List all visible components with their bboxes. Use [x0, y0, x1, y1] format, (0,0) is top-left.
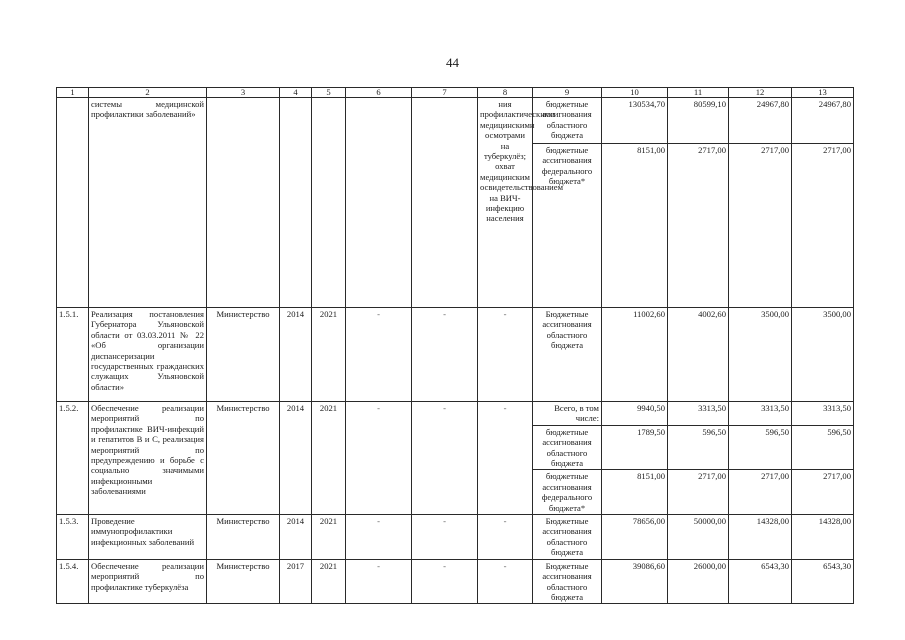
value-cell: 2717,00	[729, 470, 792, 515]
start-year-cell: 2014	[280, 515, 312, 560]
table-row	[57, 515, 854, 560]
value-cell: 24967,80	[792, 98, 854, 144]
value-cell: 3500,00	[792, 308, 854, 402]
funding-source-cell: бюджетные ассигнования федерального бюджета*	[533, 144, 602, 308]
indicator-cell: -	[478, 402, 533, 515]
value-cell: 2717,00	[668, 470, 729, 515]
column-header: 3	[207, 88, 280, 98]
column-header: 13	[792, 88, 854, 98]
column-header: 1	[57, 88, 89, 98]
col6-cell: -	[346, 515, 412, 560]
table-row	[57, 559, 854, 604]
row-number-cell: 1.5.4.	[57, 559, 89, 604]
value-cell: 24967,80	[729, 98, 792, 144]
row-number-cell	[57, 98, 89, 308]
funding-source-cell: Всего, в том числе:	[533, 402, 602, 426]
value-cell: 3313,50	[792, 402, 854, 426]
value-cell: 9940,50	[602, 402, 668, 426]
end-year-cell: 2021	[312, 402, 346, 515]
funding-source-cell: Бюджетные ассигнования областного бюджета	[533, 515, 602, 560]
column-header: 11	[668, 88, 729, 98]
value-cell: 2717,00	[729, 144, 792, 308]
funding-source-cell: Бюджетные ассигнования областного бюджета	[533, 308, 602, 402]
value-cell: 26000,00	[668, 559, 729, 604]
col7-cell: -	[412, 559, 478, 604]
value-cell: 6543,30	[792, 559, 854, 604]
table-row	[57, 98, 854, 144]
row-number-cell: 1.5.3.	[57, 515, 89, 560]
table-row	[57, 402, 854, 426]
indicator-cell: -	[478, 308, 533, 402]
value-cell: 6543,30	[729, 559, 792, 604]
row-number-cell: 1.5.2.	[57, 402, 89, 515]
value-cell: 3313,50	[729, 402, 792, 426]
col7-cell	[412, 98, 478, 308]
end-year-cell: 2021	[312, 559, 346, 604]
column-header: 12	[729, 88, 792, 98]
column-header: 8	[478, 88, 533, 98]
value-cell: 80599,10	[668, 98, 729, 144]
measure-name-cell: Обеспечение реализации мероприятий по профилактике туберкулёза	[89, 559, 207, 604]
indicator-cell: -	[478, 515, 533, 560]
value-cell: 596,50	[792, 425, 854, 470]
column-header: 4	[280, 88, 312, 98]
funding-source-cell: Бюджетные ассигнования областного бюджета	[533, 559, 602, 604]
value-cell: 8151,00	[602, 144, 668, 308]
indicator-cell: ния профилактическими медицинскими осмотрами на туберкулёз; охват медицинским освидетельствованием на ВИЧ-инфекцию населения	[478, 98, 533, 308]
value-cell: 11002,60	[602, 308, 668, 402]
row-number-cell: 1.5.1.	[57, 308, 89, 402]
value-cell: 8151,00	[602, 470, 668, 515]
end-year-cell: 2021	[312, 308, 346, 402]
value-cell: 50000,00	[668, 515, 729, 560]
value-cell: 14328,00	[729, 515, 792, 560]
program-measures-table	[56, 87, 854, 604]
value-cell: 14328,00	[792, 515, 854, 560]
column-number-row	[57, 88, 854, 98]
table-row	[57, 308, 854, 402]
column-header: 9	[533, 88, 602, 98]
column-header: 6	[346, 88, 412, 98]
column-header: 7	[412, 88, 478, 98]
measure-name-cell: Проведение иммунопрофилактики инфекционных заболеваний	[89, 515, 207, 560]
start-year-cell: 2014	[280, 402, 312, 515]
executor-cell	[207, 98, 280, 308]
start-year-cell: 2017	[280, 559, 312, 604]
value-cell: 596,50	[729, 425, 792, 470]
col6-cell: -	[346, 559, 412, 604]
value-cell: 130534,70	[602, 98, 668, 144]
value-cell: 3500,00	[729, 308, 792, 402]
end-year-cell: 2021	[312, 515, 346, 560]
funding-source-cell: бюджетные ассигнования федерального бюджета*	[533, 470, 602, 515]
value-cell: 2717,00	[792, 144, 854, 308]
funding-source-cell: бюджетные ассигнования областного бюджета	[533, 425, 602, 470]
col7-cell: -	[412, 515, 478, 560]
page-number: 44	[446, 55, 459, 70]
col6-cell	[346, 98, 412, 308]
col6-cell: -	[346, 308, 412, 402]
executor-cell: Министерство	[207, 308, 280, 402]
value-cell: 78656,00	[602, 515, 668, 560]
start-year-cell: 2014	[280, 308, 312, 402]
start-year-cell	[280, 98, 312, 308]
value-cell: 4002,60	[668, 308, 729, 402]
value-cell: 596,50	[668, 425, 729, 470]
value-cell: 39086,60	[602, 559, 668, 604]
indicator-cell: -	[478, 559, 533, 604]
measure-name-cell: Обеспечение реализации мероприятий по профилактике ВИЧ-инфекций и гепатитов В и С, реализация мероприятий по предупреждению и борьбе с социально значимыми инфекционными заболеваниями	[89, 402, 207, 515]
executor-cell: Министерство	[207, 515, 280, 560]
col6-cell: -	[346, 402, 412, 515]
end-year-cell	[312, 98, 346, 308]
measure-name-cell: системы медицинской профилактики заболеваний»	[89, 98, 207, 308]
executor-cell: Министерство	[207, 559, 280, 604]
value-cell: 1789,50	[602, 425, 668, 470]
col7-cell: -	[412, 308, 478, 402]
funding-source-cell: бюджетные ассигнования областного бюджета	[533, 98, 602, 144]
value-cell: 2717,00	[792, 470, 854, 515]
col7-cell: -	[412, 402, 478, 515]
value-cell: 3313,50	[668, 402, 729, 426]
value-cell: 2717,00	[668, 144, 729, 308]
column-header: 2	[89, 88, 207, 98]
column-header: 10	[602, 88, 668, 98]
executor-cell: Министерство	[207, 402, 280, 515]
column-header: 5	[312, 88, 346, 98]
measure-name-cell: Реализация постановления Губернатора Ульяновской области от 03.03.2011 № 22 «Об организации диспансеризации государственных гражданских служащих Ульяновской области»	[89, 308, 207, 402]
